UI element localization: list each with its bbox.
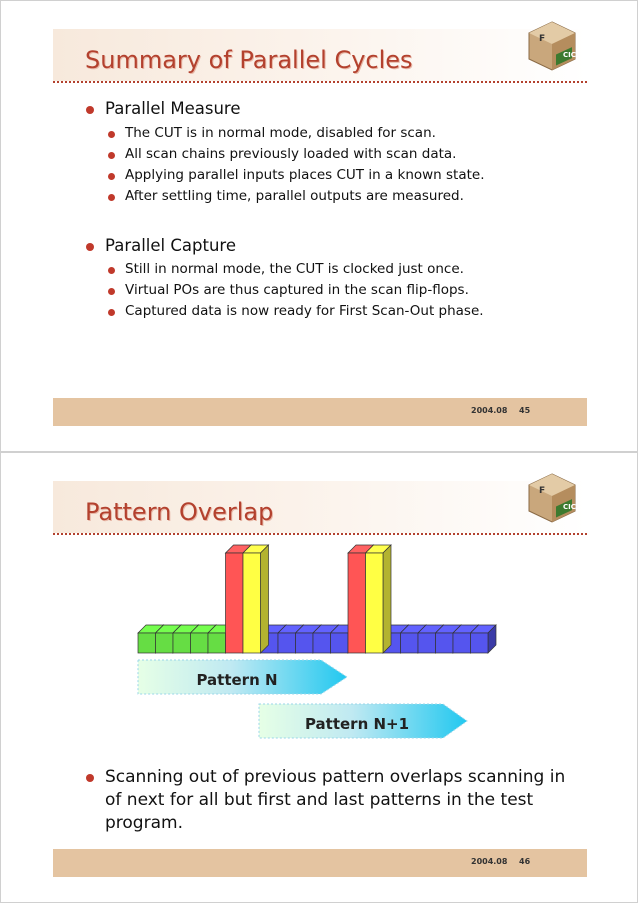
slide-footer [53, 849, 587, 877]
list-item: The CUT is in normal mode, disabled for scan. [125, 125, 436, 141]
bullet-dot [108, 194, 115, 201]
pattern-overlap-diagram [1, 453, 637, 753]
logo-text: CIC [563, 503, 576, 511]
footer-date: 2004.08 [471, 406, 508, 415]
capture-bar-yellow [243, 545, 269, 653]
footer-page-number: 45 [519, 406, 531, 415]
slide-footer [53, 398, 587, 426]
list-item: Virtual POs are thus captured in the scan flip-flops. [125, 282, 469, 298]
bullet-dot [108, 267, 115, 274]
svg-text:F: F [539, 34, 546, 44]
list-item: Captured data is now ready for First Scan-Out phase. [125, 303, 484, 319]
overlap-note: Scanning out of previous pattern overlaps scanning in of next for all but first and last patterns in the test program. [105, 767, 566, 833]
capture-bar-yellow [366, 545, 392, 653]
scan-cells [138, 625, 496, 653]
bullet-dot [86, 774, 94, 782]
logo-text: CIC [563, 51, 576, 59]
pattern-n-plus-1-label: Pattern N+1 [304, 715, 410, 733]
list-item: Still in normal mode, the CUT is clocked just once. [125, 261, 464, 277]
section-heading-parallel-measure: Parallel Measure [105, 99, 241, 118]
scan-cell [471, 625, 497, 653]
section-heading-parallel-capture: Parallel Capture [105, 236, 236, 255]
slide-pattern-overlap [0, 452, 638, 903]
title-band [53, 29, 587, 81]
footer-page-number: 46 [519, 857, 531, 866]
pattern-n-plus-1-arrow [259, 704, 467, 738]
cic-logo-icon [525, 19, 579, 73]
title-divider [53, 81, 587, 83]
bullet-dot [86, 106, 94, 114]
bullet-dot [108, 173, 115, 180]
bullet-dot [108, 152, 115, 159]
slide-title: Pattern Overlap [85, 498, 274, 526]
svg-text:F: F [539, 486, 546, 496]
bullet-dot [86, 243, 94, 251]
list-item: Applying parallel inputs places CUT in a known state. [125, 167, 485, 183]
bullet-dot [108, 131, 115, 138]
list-item: All scan chains previously loaded with scan data. [125, 146, 457, 162]
pattern-n-label: Pattern N [196, 671, 278, 689]
list-item: After settling time, parallel outputs are measured. [125, 188, 464, 204]
footer-date: 2004.08 [471, 857, 508, 866]
bullet-dot [108, 309, 115, 316]
slide-title: Summary of Parallel Cycles [85, 46, 413, 74]
pattern-n-arrow [138, 660, 347, 694]
bullet-dot [108, 288, 115, 295]
